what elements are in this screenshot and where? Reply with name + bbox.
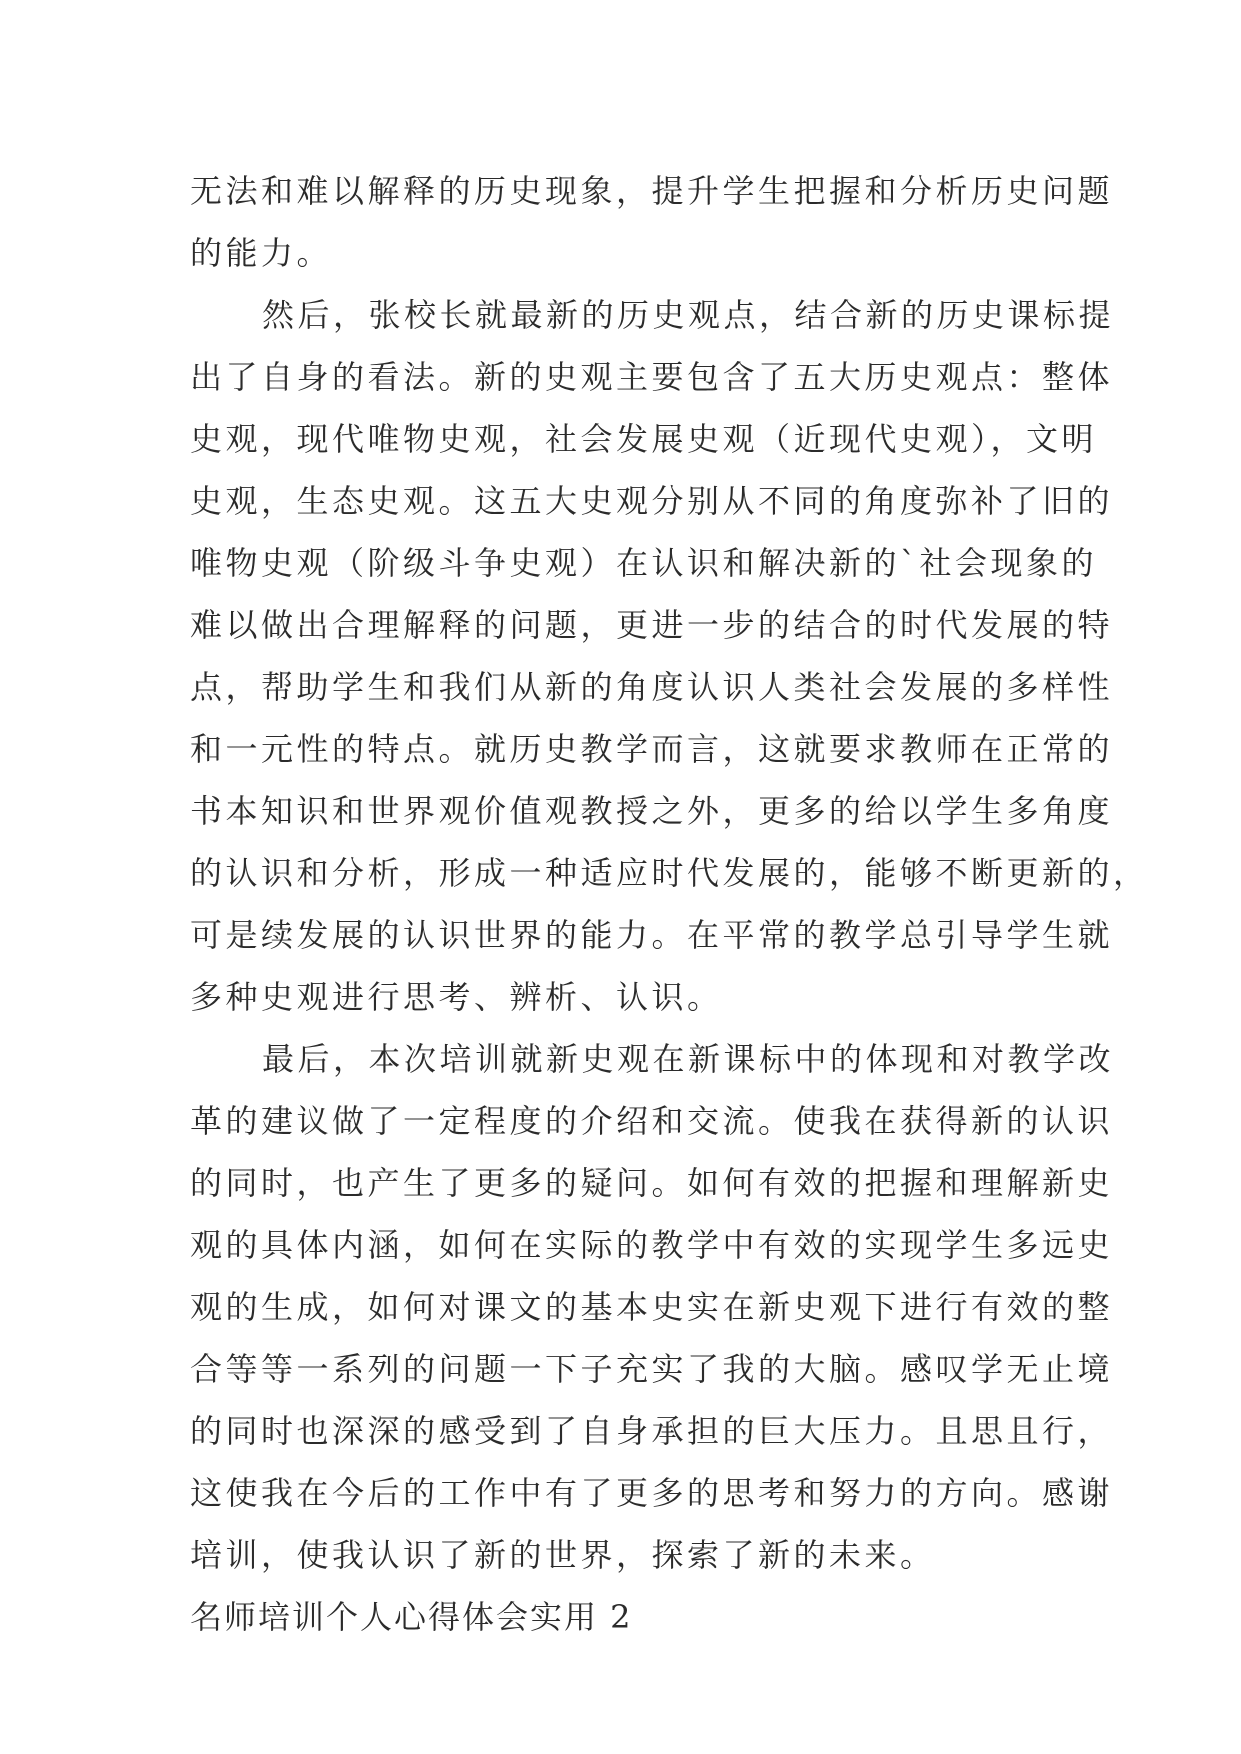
paragraph-line: 培训，使我认识了新的世界，探索了新的未来。	[190, 1536, 936, 1574]
paragraph-line: 革的建议做了一定程度的介绍和交流。使我在获得新的认识	[190, 1102, 1114, 1140]
paragraph-line: 史观，生态史观。这五大史观分别从不同的角度弥补了旧的	[190, 482, 1114, 520]
paragraph-line: 可是续发展的认识世界的能力。在平常的教学总引导学生就	[190, 916, 1114, 954]
paragraph-line: 书本知识和世界观价值观教授之外，更多的给以学生多角度	[190, 792, 1114, 830]
paragraph-line: 观的生成，如何对课文的基本史实在新史观下进行有效的整	[190, 1288, 1114, 1326]
paragraph-line: 观的具体内涵，如何在实际的教学中有效的实现学生多远史	[190, 1226, 1114, 1264]
paragraph-line: 出了自身的看法。新的史观主要包含了五大历史观点：整体	[190, 358, 1114, 396]
paragraph-line: 的同时，也产生了更多的疑问。如何有效的把握和理解新史	[190, 1164, 1114, 1202]
paragraph-line: 和一元性的特点。就历史教学而言，这就要求教师在正常的	[190, 730, 1114, 768]
paragraph-line: 的认识和分析，形成一种适应时代发展的，能够不断更新的，	[190, 854, 1149, 892]
paragraph-line: 最后，本次培训就新史观在新课标中的体现和对教学改	[262, 1040, 1115, 1078]
paragraph-line: 唯物史观（阶级斗争史观）在认识和解决新的`社会现象的	[190, 544, 1098, 582]
paragraph-line: 然后，张校长就最新的历史观点，结合新的历史课标提	[262, 296, 1115, 334]
paragraph-line: 难以做出合理解释的问题，更进一步的结合的时代发展的特	[190, 606, 1114, 644]
paragraph-line: 的同时也深深的感受到了自身承担的巨大压力。且思且行，	[190, 1412, 1114, 1450]
paragraph-line: 点，帮助学生和我们从新的角度认识人类社会发展的多样性	[190, 668, 1114, 706]
section-heading: 名师培训个人心得体会实用 2	[190, 1598, 633, 1636]
paragraph-line: 无法和难以解释的历史现象，提升学生把握和分析历史问题	[190, 172, 1114, 210]
document-body	[190, 160, 1149, 1648]
paragraph-line: 多种史观进行思考、辨析、认识。	[190, 978, 723, 1016]
paragraph-line: 这使我在今后的工作中有了更多的思考和努力的方向。感谢	[190, 1474, 1114, 1512]
paragraph-line: 的能力。	[190, 234, 333, 272]
paragraph-line: 史观，现代唯物史观，社会发展史观（近现代史观），文明	[190, 420, 1098, 458]
paragraph-line: 合等等一系列的问题一下子充实了我的大脑。感叹学无止境	[190, 1350, 1114, 1388]
